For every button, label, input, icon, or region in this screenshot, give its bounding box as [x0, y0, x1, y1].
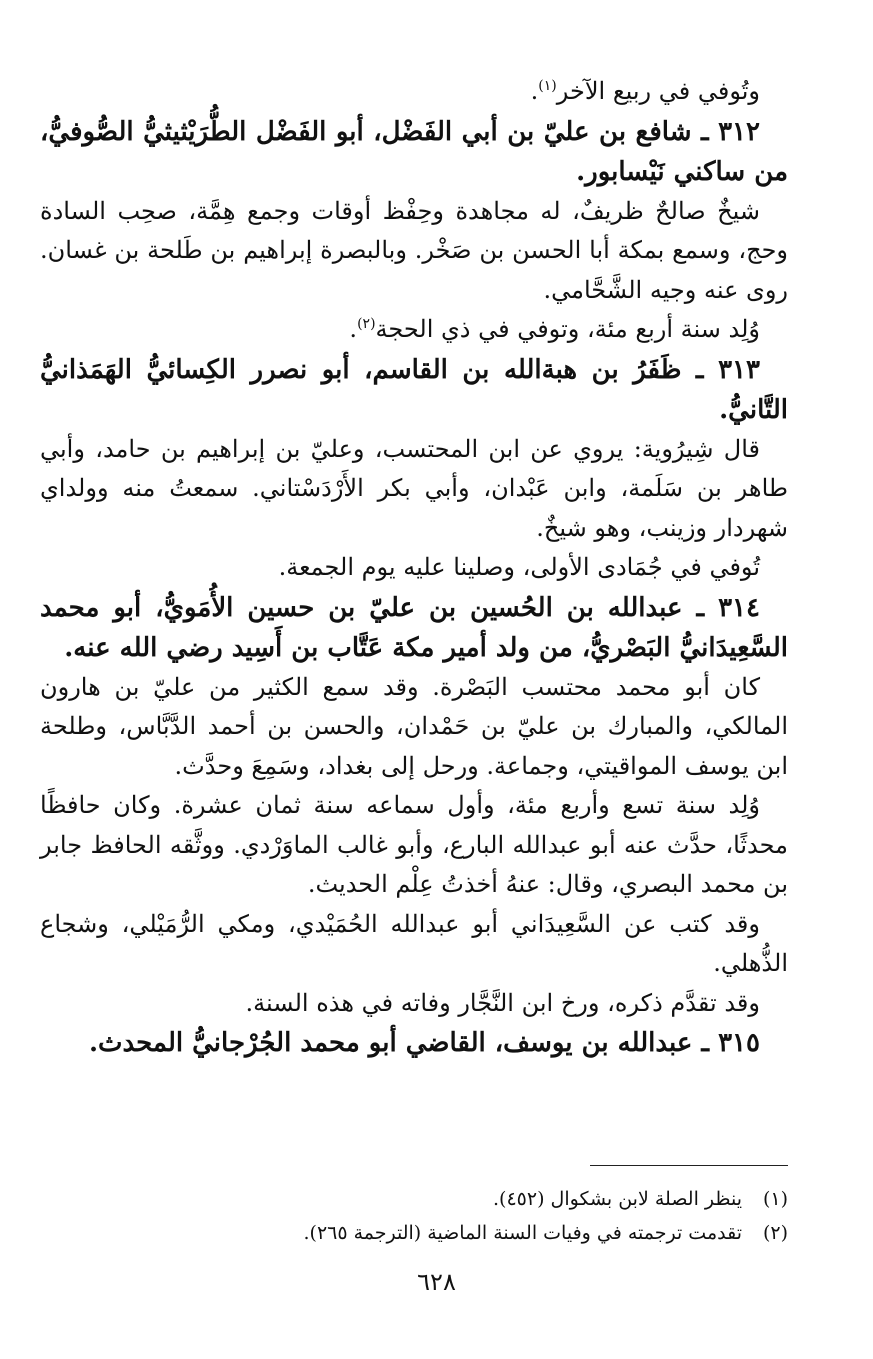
page-number: ٦٢٨: [417, 1268, 456, 1296]
paragraph-entry-314-note: وقد تقدَّم ذكره، ورخ ابن النَّجَّار وفاته في هذه السنة.: [245, 988, 760, 1017]
paragraph-death-note: [40, 72, 788, 112]
footnote-number: (٢): [762, 1222, 788, 1244]
paragraph-text: وتُوفي في ربيع الآخر: [556, 77, 760, 105]
footnote-number: (١): [762, 1188, 788, 1210]
footnote-2: [88, 1216, 788, 1250]
paragraph-entry-314-birth: وُلِد سنة تسع وأربع مئة، وأول سماعه سنة ثمان عشرة. وكان حافظًا محدثًا، حدَّث عنه أبو عبدالله البارع، وأبو غالب الماوَرْدي. ووثَّقه الحافظ جابر بن محمد البصري، وقال: عنهُ أخذتُ عِلْم الحديث.: [40, 791, 788, 898]
footnote-text: ينظر الصلة لابن بشكوال (٤٥٢).: [493, 1188, 742, 1210]
footnote-text: تقدمت ترجمته في وفيات السنة الماضية (الترجمة ٢٦٥).: [303, 1222, 742, 1244]
paragraph-entry-314-students: وقد كتب عن السَّعِيدَاني أبو عبدالله الحُمَيْدي، ومكي الرُّمَيْلي، وشجاع الذُّهلي.: [40, 909, 788, 977]
footnote-divider: [590, 1165, 788, 1166]
paragraph-entry-313-body: قال شِيرُوية: يروي عن ابن المحتسب، وعليّ بن إبراهيم بن حامد، وأبي طاهر بن سَلَمة، وابن عَبْدان، وأبي بكر الأَرْدَسْتاني. سمعتُ منه وولداي شهردار وزينب، وهو شيخٌ.: [40, 434, 788, 542]
main-text: [40, 72, 788, 1063]
footnotes: [88, 1182, 788, 1250]
paragraph-text: وُلِد سنة أربع مئة، وتوفي في ذي الحجة: [375, 315, 760, 343]
paragraph-entry-313-death: تُوفي في جُمَادى الأولى، وصلينا عليه يوم الجمعة.: [278, 553, 760, 581]
footnote-ref: (٢): [357, 316, 376, 332]
paragraph-entry-314-body: كان أبو محمد محتسب البَصْرة. وقد سمع الكثير من عليّ بن هارون المالكي، والمبارك بن عليّ بن حَمْدان، والحسن بن أحمد الدَّبَّاس، وطلحة ابن يوسف المواقيتي، وجماعة. ورحل إلى بغداد، وسَمِعَ وحدَّث.: [40, 672, 788, 780]
entry-heading-314: ٣١٤ ـ عبدالله بن الحُسين بن عليّ بن حسين الأُمَويُّ، أبو محمد السَّعِيدَانيُّ البَصْريُّ، من ولد أمير مكة عَتَّاب بن أَسِيد رضي الله عنه.: [40, 592, 788, 663]
punctuation: .: [530, 77, 539, 105]
punctuation: .: [349, 315, 358, 343]
entry-heading-313: ٣١٣ ـ ظَفَرُ بن هبةالله بن القاسم، أبو نصرر الكِسائيُّ الهَمَذانيُّ التَّانيُّ.: [40, 354, 788, 425]
footnote-1: [88, 1182, 788, 1216]
footnote-ref: (١): [538, 78, 557, 94]
entry-heading-315: ٣١٥ ـ عبدالله بن يوسف، القاضي أبو محمد الجُرْجانيُّ المحدث.: [88, 1028, 760, 1058]
entry-heading-312: ٣١٢ ـ شافع بن عليّ بن أبي الفَضْل، أبو الفَضْل الطُّرَيْثيثيُّ الصُّوفيُّ، من ساكني نَيْسابور.: [40, 116, 788, 187]
paragraph-entry-312-birth: [40, 310, 788, 350]
paragraph-entry-312-body: شيخٌ صالحٌ ظريفٌ، له مجاهدة وحِفْظ أوقات وجمع هِمَّة، صحِب السادة وحج، وسمع بمكة أبا الحسن بن صَخْر. وبالبصرة إبراهيم بن طَلحة بن غسان. روى عنه وجيه الشَّحَّامي.: [40, 196, 788, 304]
